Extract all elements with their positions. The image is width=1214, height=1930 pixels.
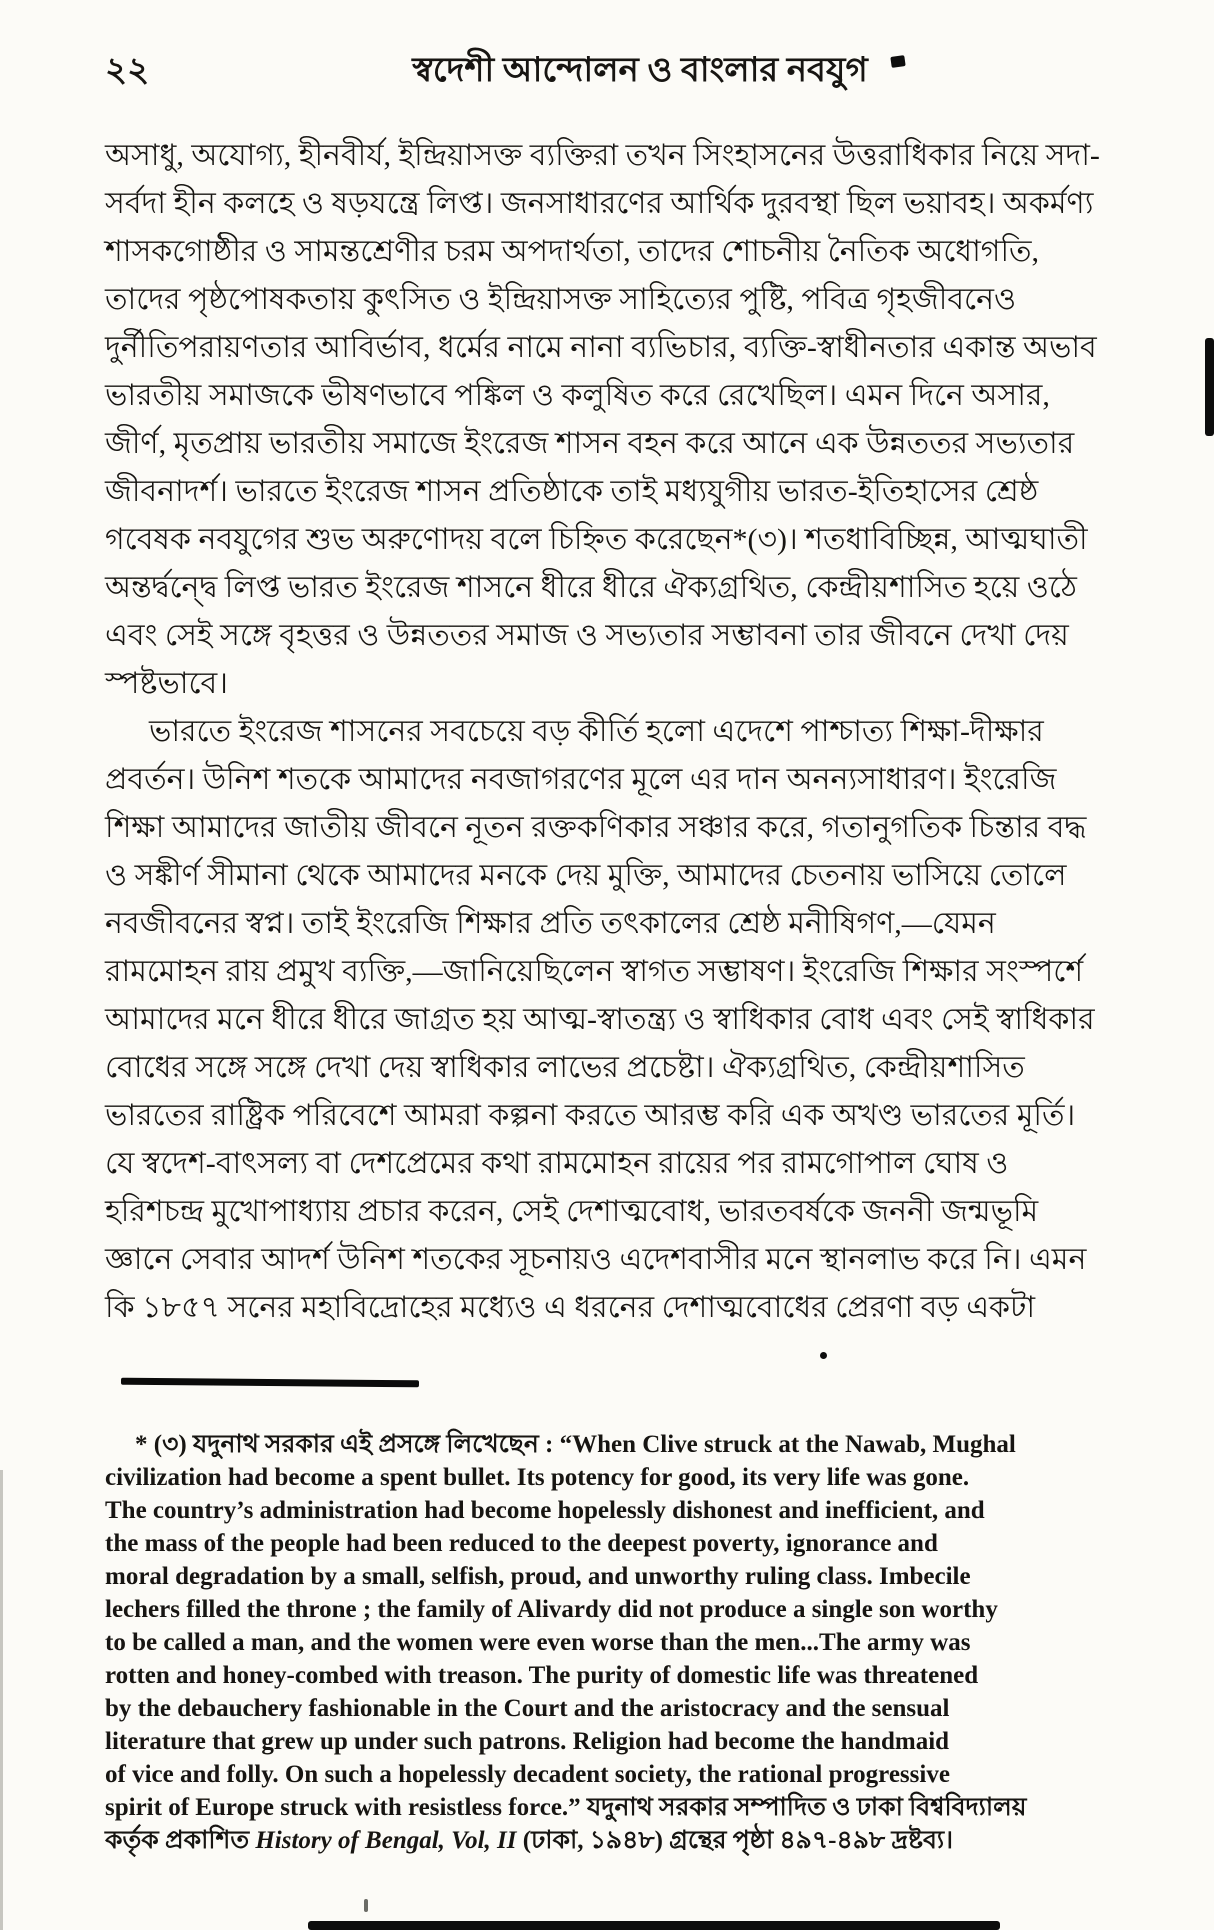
text-line: স্পষ্টভাবে। — [105, 667, 228, 700]
text-line: দুর্নীতিপরায়ণতার আবির্ভাব, ধর্মের নামে নানা ব্যভিচার, ব্যক্তি-স্বাধীনতার একান্ত অভাব — [105, 331, 1097, 364]
text-line — [105, 1824, 1145, 1857]
text-line: The country’s administration had become hopelessly dishonest and inefficient, and — [105, 1497, 985, 1524]
scan-artifact-left-shadow — [0, 1470, 3, 1930]
scan-artifact-dot — [820, 1352, 827, 1359]
text-line: আমাদের মনে ধীরে ধীরে জাগ্রত হয় আত্ম-স্বাতন্ত্র্য ও স্বাধিকার বোধ এবং সেই স্বাধিকার — [105, 1003, 1095, 1036]
text-line: spirit of Europe struck with resistless force.” যদুনাথ সরকার সম্পাদিত ও ঢাকা বিশ্ববিদ্যালয় — [105, 1794, 1027, 1821]
text-line: যে স্বদেশ-বাৎসল্য বা দেশপ্রেমের কথা রামমোহন রায়ের পর রামগোপাল ঘোষ ও — [105, 1147, 1009, 1180]
italic-citation: History of Bengal, Vol, II — [255, 1827, 517, 1854]
text-line: রামমোহন রায় প্রমুখ ব্যক্তি,—জানিয়েছিলেন স্বাগত সম্ভাষণ। ইংরেজি শিক্ষার সংস্পর্শে — [105, 955, 1084, 988]
text-line: অন্তর্দ্বন্দ্বে লিপ্ত ভারত ইংরেজ শাসনে ধীরে ধীরে ঐক্যগ্রথিত, কেন্দ্রীয়শাসিত হয়ে ওঠে — [105, 571, 1077, 604]
text-line: জ্ঞানে সেবার আদর্শ উনিশ শতকের সূচনায়ও এদেশবাসীর মনে স্থানলাভ করে নি। এমন — [105, 1243, 1087, 1276]
text-line: lechers filled the throne ; the family of Alivardy did not produce a single son worthy — [105, 1596, 998, 1623]
scan-artifact-bottom-bar — [308, 1921, 1000, 1930]
text-line: literature that grew up under such patrons. Religion had become the handmaid — [105, 1728, 950, 1755]
page-header — [105, 44, 1145, 98]
text-line: শাসকগোষ্ঠীর ও সামন্তশ্রেণীর চরম অপদার্থতা, তাদের শোচনীয় নৈতিক অধোগতি, — [105, 235, 1040, 268]
text-line: civilization had become a spent bullet. Its potency for good, its very life was gone. — [105, 1464, 970, 1491]
text-line: অসাধু, অযোগ্য, হীনবীর্য, ইন্দ্রিয়াসক্ত ব্যক্তিরা তখন সিংহাসনের উত্তরাধিকার নিয়ে সদা- — [105, 139, 1100, 172]
text-line: গবেষক নবযুগের শুভ অরুণোদয় বলে চিহ্নিত করেছেন*(৩)। শতধাবিচ্ছিন্ন, আত্মঘাতী — [105, 523, 1088, 556]
text-line: এবং সেই সঙ্গে বৃহত্তর ও উন্নততর সমাজ ও সভ্যতার সম্ভাবনা তার জীবনে দেখা দেয় — [105, 619, 1069, 652]
text-line: শিক্ষা আমাদের জাতীয় জীবনে নূতন রক্তকণিকার সঞ্চার করে, গতানুগতিক চিন্তার বদ্ধ — [105, 811, 1087, 844]
text-line: of vice and folly. On such a hopelessly decadent society, the rational progressive — [105, 1761, 950, 1788]
text-line: কি ১৮৫৭ সনের মহাবিদ্রোহের মধ্যেও এ ধরনের দেশাত্মবোধের প্রেরণা বড় একটা — [105, 1291, 1036, 1324]
text-line: সর্বদা হীন কলহে ও ষড়যন্ত্রে লিপ্ত। জনসাধারণের আর্থিক দুরবস্থা ছিল ভয়াবহ। অকর্মণ্য — [105, 187, 1094, 220]
paragraph-2 — [105, 708, 1145, 1332]
text-line: ভারতের রাষ্ট্রিক পরিবেশে আমরা কল্পনা করতে আরম্ভ করি এক অখণ্ড ভারতের মূর্তি। — [105, 1099, 1076, 1132]
text-line: জীবনাদর্শ। ভারতে ইংরেজ শাসন প্রতিষ্ঠাকে তাই মধ্যযুগীয় ভারত-ইতিহাসের শ্রেষ্ঠ — [105, 475, 1039, 508]
page-number: ২২ — [105, 52, 150, 89]
text-line: ভারতীয় সমাজকে ভীষণভাবে পঙ্কিল ও কলুষিত করে রেখেছিল। এমন দিনে অসার, — [105, 379, 1050, 412]
text-line: moral degradation by a small, selfish, proud, and unworthy ruling class. Imbecile — [105, 1563, 971, 1590]
text-line: the mass of the people had been reduced to the deepest poverty, ignorance and — [105, 1530, 938, 1557]
text-line: ভারতে ইংরেজ শাসনের সবচেয়ে বড় কীর্তি হলো এদেশে পাশ্চাত্য শিক্ষা-দীক্ষার — [149, 715, 1044, 748]
footnote-separator-rule — [121, 1378, 419, 1388]
text-line: প্রবর্তন। উনিশ শতকে আমাদের নবজাগরণের মূলে এর দান অনন্যসাধারণ। ইংরেজি — [105, 763, 1057, 796]
text-line: * (৩) যদুনাথ সরকার এই প্রসঙ্গে লিখেছেন : “When Clive struck at the Nawab, Mughal — [135, 1431, 1016, 1458]
body-text — [105, 132, 1145, 1332]
paragraph-1 — [105, 132, 1145, 708]
text-line: by the debauchery fashionable in the Court and the aristocracy and the sensual — [105, 1695, 950, 1722]
scan-artifact-edge-streak — [1205, 338, 1214, 436]
text-line: তাদের পৃষ্ঠপোষকতায় কুৎসিত ও ইন্দ্রিয়াসক্ত সাহিত্যের পুষ্টি, পবিত্র গৃহজীবনেও — [105, 283, 1017, 316]
text-line: জীর্ণ, মৃতপ্রায় ভারতীয় সমাজে ইংরেজ শাসন বহন করে আনে এক উন্নততর সভ্যতার — [105, 427, 1075, 460]
text-segment: (ঢাকা, ১৯৪৮) গ্রন্থের পৃষ্ঠা ৪৯৭-৪৯৮ দ্রষ্টব্য। — [516, 1827, 954, 1854]
footnote — [105, 1428, 1145, 1857]
text-line: rotten and honey-combed with treason. The purity of domestic life was threatened — [105, 1662, 979, 1689]
scan-artifact-mark — [364, 1899, 368, 1912]
text-line: বোধের সঙ্গে সঙ্গে দেখা দেয় স্বাধিকার লাভের প্রচেষ্টা। ঐক্যগ্রথিত, কেন্দ্রীয়শাসিত — [105, 1051, 1025, 1084]
text-line: হরিশচন্দ্র মুখোপাধ্যায় প্রচার করেন, সেই দেশাত্মবোধ, ভারতবর্ষকে জননী জন্মভূমি — [105, 1195, 1039, 1228]
text-segment: কর্তৃক প্রকাশিত — [105, 1827, 256, 1854]
page-header-title: স্বদেশী আন্দোলন ও বাংলার নবযুগ — [412, 52, 868, 89]
text-line: ও সঙ্কীর্ণ সীমানা থেকে আমাদের মনকে দেয় মুক্তি, আমাদের চেতনায় ভাসিয়ে তোলে — [105, 859, 1067, 892]
text-line: to be called a man, and the women were even worse than the men...The army was — [105, 1629, 971, 1656]
text-line: নবজীবনের স্বপ্ন। তাই ইংরেজি শিক্ষার প্রতি তৎকালের শ্রেষ্ঠ মনীষিগণ,—যেমন — [105, 907, 996, 940]
scan-artifact-speck — [890, 55, 905, 68]
